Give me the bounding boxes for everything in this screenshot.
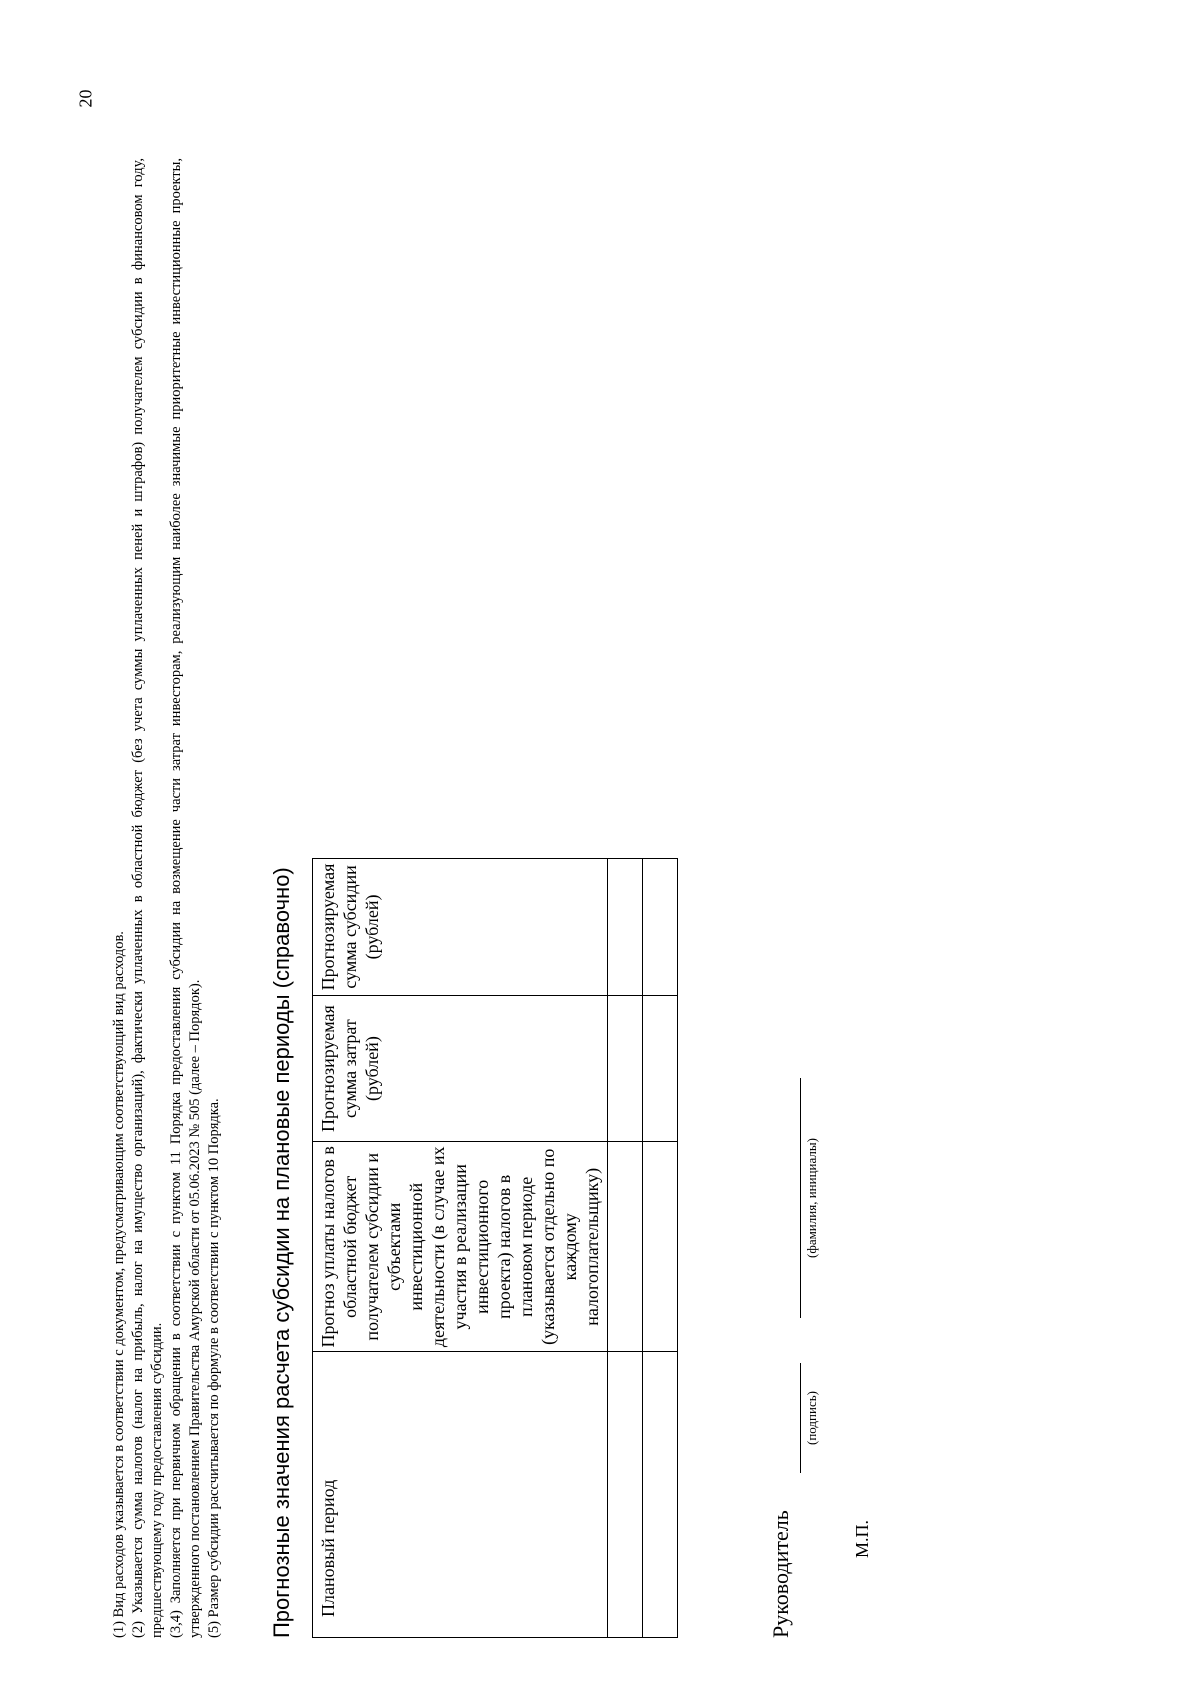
table-header-row (313, 859, 608, 1638)
table-cell (608, 1142, 643, 1352)
footnote-2: (2) Указывается сумма налогов (налог на прибыль, налог на имущество организаций), фактически уплаченных в областной бюджет (без учета суммы уплаченных пеней и штрафов) получателем субсидии в финансовом году, предшествующему году предоставления субсидии. (130, 158, 165, 1638)
signature-caption: (подпись) (804, 1391, 819, 1445)
table-row (608, 859, 643, 1638)
header-planned-period: Плановый период (313, 1352, 608, 1638)
header-tax-forecast: Прогноз уплаты налогов в областной бюджет получателем субсидии и субъектами инвестиционной деятельности (в случае их участия в реализации инвестиционного проекта) налогов в плановом периоде (указывается отдельно по каждому налогоплательщику) (313, 1142, 608, 1352)
stamp-label: М.П. (852, 1519, 872, 1558)
table-title: Прогнозные значения расчета субсидии на плановые периоды (справочно) (269, 867, 294, 1638)
table-cell (608, 1352, 643, 1638)
table-cell (643, 995, 678, 1141)
table-cell (643, 1142, 678, 1352)
header-forecast-subsidy: Прогнозируемая сумма субсидии (рублей) (313, 859, 608, 996)
table-cell (643, 859, 678, 996)
table-cell (608, 859, 643, 996)
table-cell (643, 1352, 678, 1638)
footnote-3-4: (3,4) Заполняется при первичном обращении в соответствии с пунктом 11 Порядка предоставления субсидии на возмещение части затрат инвесторам, реализующим наиболее значимые приоритетные инвестиционные проекты, утвержденного постановлением Правительства Амурской области от 05.06.2023 № 505 (далее – Порядок). (168, 158, 203, 1638)
table-row (643, 859, 678, 1638)
footnote-1: (1) Вид расходов указывается в соответствии с документом, предусматривающим соответствующий вид расходов. (111, 931, 127, 1638)
name-caption: (фамилия, инициалы) (804, 1138, 819, 1258)
table-cell (608, 995, 643, 1141)
signature-block (768, 138, 918, 1638)
forecast-table (312, 858, 678, 1638)
footnotes (110, 158, 224, 1638)
footnote-5: (5) Размер субсидии рассчитывается по формуле в соответствии с пунктом 10 Порядка. (206, 1098, 222, 1638)
page-number: 20 (75, 89, 96, 108)
landscape-sheet (0, 103, 1000, 1703)
name-line (800, 1078, 801, 1318)
header-forecast-costs: Прогнозируемая сумма затрат (рублей) (313, 995, 608, 1141)
sheet-content (110, 138, 918, 1638)
signer-role: Руководитель (768, 1510, 793, 1638)
signature-line (800, 1363, 801, 1473)
